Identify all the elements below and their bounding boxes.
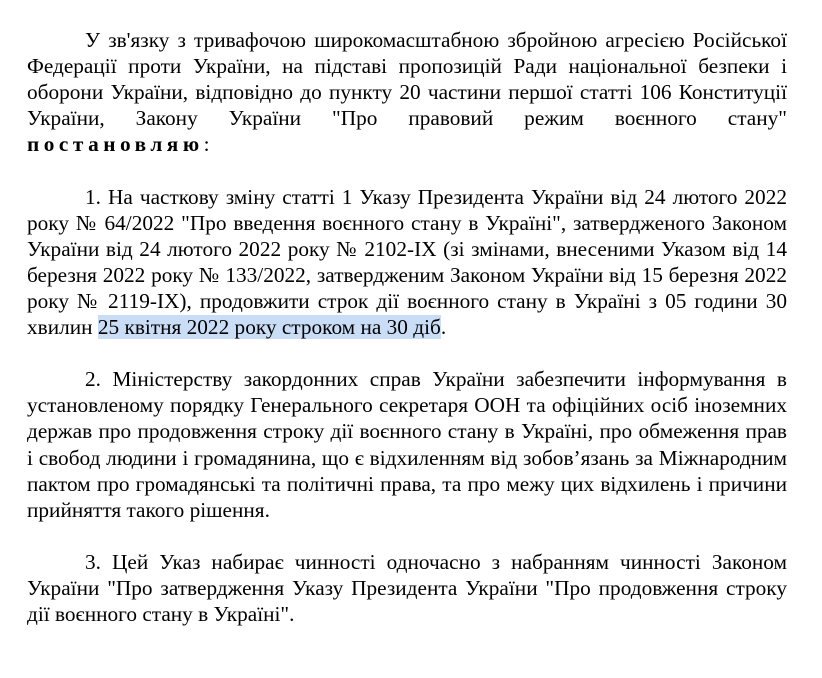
- decree-word: постановляю: [27, 132, 204, 157]
- paragraph-gap: [27, 157, 787, 183]
- item-3-paragraph: [27, 549, 787, 627]
- selected-text-highlight[interactable]: 25 квітня 2022 року строком на 30 діб: [97, 315, 441, 340]
- intro-paragraph: [27, 27, 787, 157]
- item-2-paragraph: [27, 366, 787, 523]
- item-1-end: .: [440, 315, 447, 340]
- item-1-paragraph: [27, 184, 787, 341]
- intro-text: У зв'язку з тривафочою широкомасштабною збройною агресією Російської Федерації проти України, на підставі пропозицій Ради національної безпеки і оборони України, відповідно до пункту 20 частини першої статті 106 Конституції України, Закону України "Про правовий режим воєнного стану": [27, 28, 787, 131]
- item-1-text: 1. На часткову зміну статті 1 Указу Президента України від 24 лютого 2022 року № 64/2022 "Про введення воєнного стану в Україні", затвердженого Законом України від 24 лютого 2022 року № 2102-IX (зі змінами, внесеними Указом від 14 березня 2022 року № 133/2022, затвердженим Законом України від 15 березня 2022 року № 2119-IX), продовжити строк дії воєнного стану в Україні з 05 години 30 хвилин: [27, 184, 787, 340]
- item-2-text: 2. Міністерству закордонних справ України забезпечити інформування в установленому порядку Генерального секретаря ООН та офіційних осіб іноземних держав про продовження строку дії воєнного стану в Україні, про обмеження прав і свобод людини і громадянина, що є відхиленням від зобов’язань за Міжнародним пактом про громадянські та політичні права, та про межу цих відхилень і причини прийняття такого рішення.: [27, 367, 787, 522]
- item-3-text: 3. Цей Указ набирає чинності одночасно з набранням чинності Законом України "Про затвердження Указу Президента України "Про продовження строку дії воєнного стану в Україні".: [27, 549, 787, 627]
- intro-colon: :: [203, 132, 210, 157]
- decree-document: [27, 27, 787, 627]
- paragraph-gap: [27, 523, 787, 549]
- paragraph-gap: [27, 340, 787, 366]
